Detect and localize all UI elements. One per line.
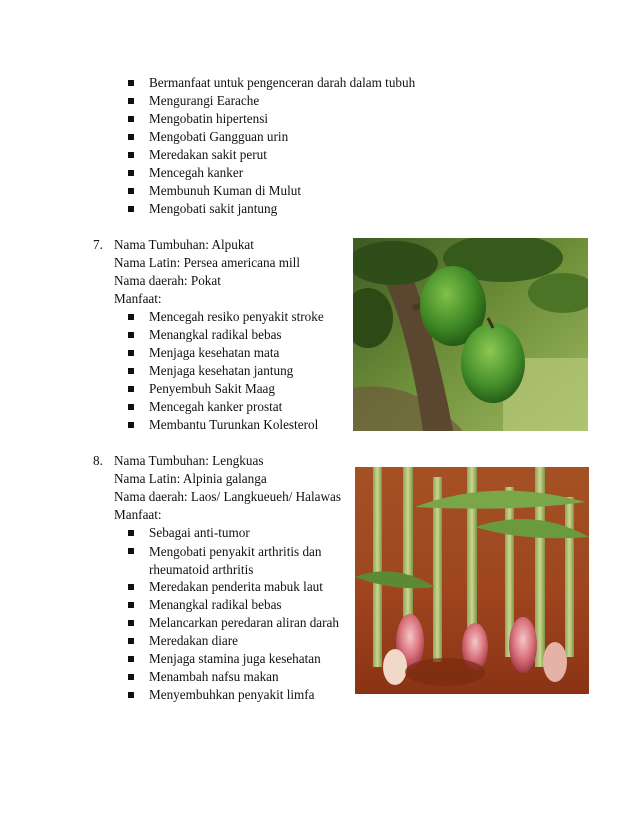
list-item: Menjaga kesehatan jantung	[149, 363, 293, 379]
list-item: Mengobati Gangguan urin	[149, 129, 288, 145]
avocado-photo	[353, 238, 588, 431]
list-item: Mencegah resiko penyakit stroke	[149, 309, 324, 325]
bullet-icon	[128, 530, 134, 536]
list-item: Mencegah kanker	[149, 165, 243, 181]
bullet-icon	[128, 116, 134, 122]
bullet-icon	[128, 638, 134, 644]
entry-number: 7.	[93, 237, 103, 252]
bullet-icon	[128, 548, 134, 554]
bullet-icon	[128, 188, 134, 194]
list-item: Mencegah kanker prostat	[149, 399, 282, 415]
list-item: Meredakan diare	[149, 633, 238, 649]
plant-name: Nama Tumbuhan: Lengkuas	[114, 453, 264, 468]
bullet-icon	[128, 332, 134, 338]
list-item: Menjaga kesehatan mata	[149, 345, 279, 361]
list-item: Membantu Turunkan Kolesterol	[149, 417, 318, 433]
bullet-icon	[128, 422, 134, 428]
list-item: Sebagai anti-tumor	[149, 525, 250, 541]
list-item: Melancarkan peredaran aliran darah	[149, 615, 339, 631]
bullet-icon	[128, 170, 134, 176]
list-item: Mengobati sakit jantung	[149, 201, 277, 217]
bullet-icon	[128, 692, 134, 698]
bullet-icon	[128, 152, 134, 158]
list-item: Menangkal radikal bebas	[149, 327, 282, 343]
list-item: Mengobati penyakit arthritis dan rheumatoid arthritis	[149, 543, 354, 579]
list-item: Menangkal radikal bebas	[149, 597, 282, 613]
list-item: Membunuh Kuman di Mulut	[149, 183, 301, 199]
bullet-icon	[128, 368, 134, 374]
benefits-label: Manfaat:	[114, 507, 162, 522]
list-item: Mengobatin hipertensi	[149, 111, 268, 127]
list-item: Menyembuhkan penyakit limfa	[149, 687, 315, 703]
bullet-icon	[128, 80, 134, 86]
bullet-icon	[128, 134, 134, 140]
plant-regional-name: Nama daerah: Pokat	[114, 273, 221, 288]
bullet-icon	[128, 656, 134, 662]
list-item: Penyembuh Sakit Maag	[149, 381, 275, 397]
bullet-icon	[128, 98, 134, 104]
list-item: Meredakan penderita mabuk laut	[149, 579, 323, 595]
list-item: Menjaga stamina juga kesehatan	[149, 651, 321, 667]
bullet-icon	[128, 584, 134, 590]
bullet-icon	[128, 620, 134, 626]
benefits-label: Manfaat:	[114, 291, 162, 306]
list-item: Menambah nafsu makan	[149, 669, 279, 685]
plant-latin-name: Nama Latin: Persea americana mill	[114, 255, 301, 270]
bullet-icon	[128, 206, 134, 212]
list-item: Bermanfaat untuk pengenceran darah dalam tubuh	[149, 75, 415, 91]
bullet-icon	[128, 350, 134, 356]
plant-latin-name: Nama Latin: Alpinia galanga	[114, 471, 267, 486]
bullet-icon	[128, 674, 134, 680]
bullet-icon	[128, 386, 134, 392]
list-item: Meredakan sakit perut	[149, 147, 267, 163]
galangal-photo	[355, 467, 589, 694]
plant-name: Nama Tumbuhan: Alpukat	[114, 237, 254, 252]
entry-number: 8.	[93, 453, 103, 468]
list-item: Mengurangi Earache	[149, 93, 259, 109]
plant-regional-name: Nama daerah: Laos/ Langkueueh/ Halawas	[114, 489, 342, 504]
bullet-icon	[128, 404, 134, 410]
bullet-icon	[128, 314, 134, 320]
bullet-icon	[128, 602, 134, 608]
